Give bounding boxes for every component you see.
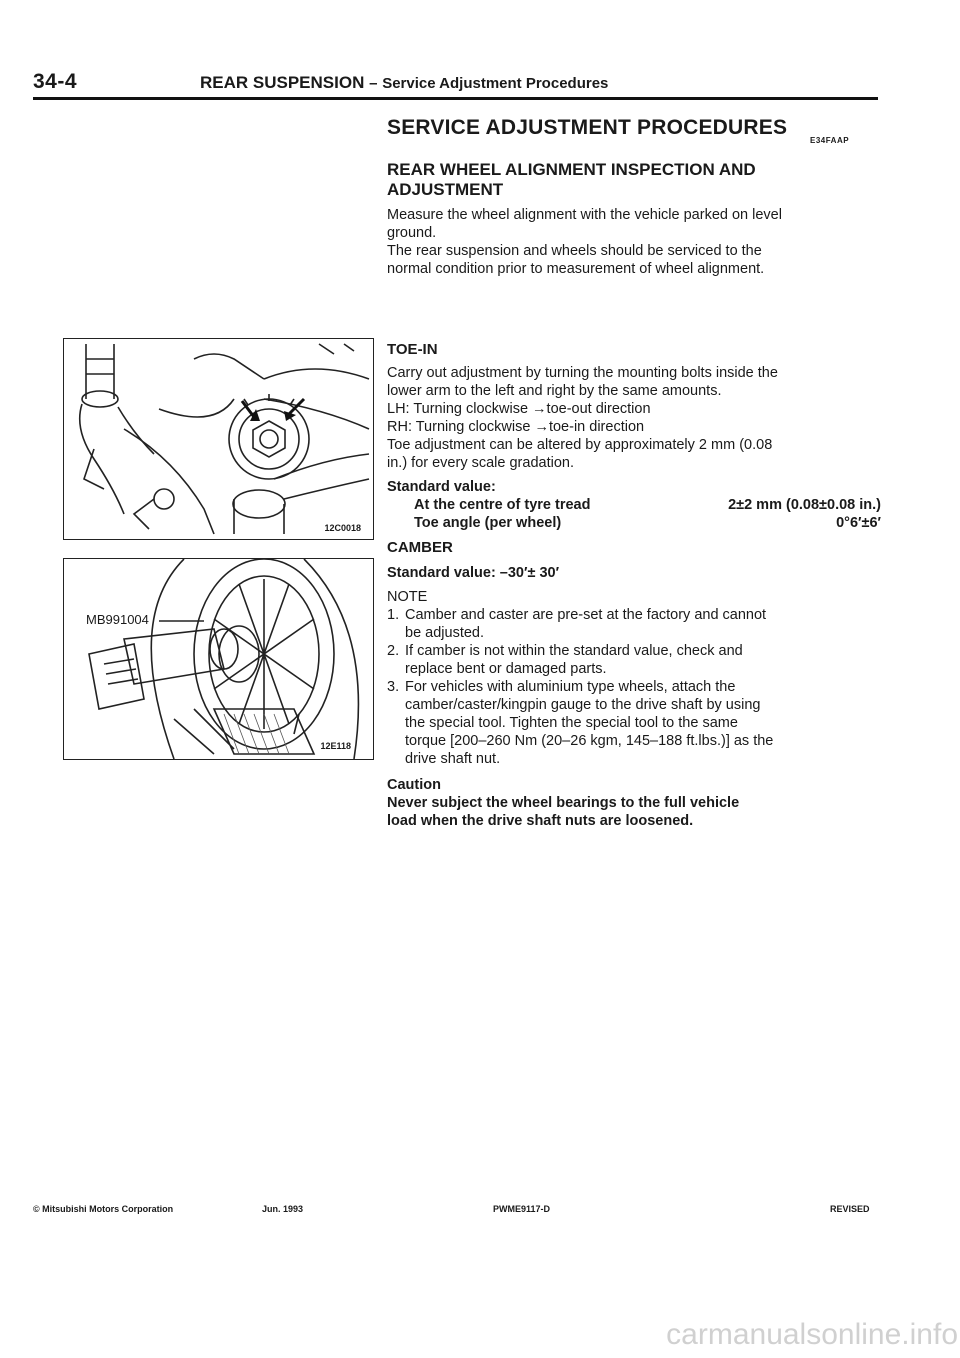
toe-row-label: Toe angle (per wheel): [414, 515, 562, 531]
text-line: LH: Turning clockwise →toe-out direction: [387, 401, 651, 417]
alignment-heading-line2: ADJUSTMENT: [387, 180, 504, 199]
text-line: RH: Turning clockwise →toe-in direction: [387, 419, 645, 435]
note-item: [387, 642, 881, 678]
alignment-heading-text: REAR WHEEL ALIGNMENT INSPECTION AND: [387, 160, 756, 179]
toe-row-tread: [387, 496, 881, 514]
caution-text: [387, 794, 881, 830]
alignment-section: [387, 160, 881, 278]
text-line: Never subject the wheel bearings to the full vehicle: [387, 795, 740, 811]
text-line: camber/caster/kingpin gauge to the drive shaft by using: [405, 697, 761, 713]
alignment-heading: [387, 160, 881, 200]
section-code: E34FAAP: [810, 136, 850, 145]
toe-row-angle: [387, 514, 881, 532]
text-line: the special tool. Tighten the special tool to the same: [405, 715, 738, 731]
text-line: The rear suspension and wheels should be serviced to the: [387, 243, 762, 259]
note-number: 2.: [387, 643, 400, 659]
text-line: Camber and caster are pre-set at the factory and cannot: [405, 607, 767, 623]
note-text: [405, 642, 743, 678]
toe-in-heading: TOE-IN: [387, 341, 438, 358]
text-line: Carry out adjustment by turning the mounting bolts inside the: [387, 365, 778, 381]
figure-toe-adjust: [63, 338, 374, 540]
toe-std-label: Standard value:: [387, 479, 496, 495]
header-subtitle: Service Adjustment Procedures: [382, 75, 609, 92]
watermark-text: carmanualsonline.info: [666, 1318, 958, 1351]
note-label: NOTE: [387, 589, 428, 605]
camber-std-value: Standard value: –30′± 30′: [387, 565, 560, 581]
toe-row-value: 2±2 mm (0.08±0.08 in.): [728, 497, 881, 513]
text-line: Toe adjustment can be altered by approximately 2 mm (0.08: [387, 437, 773, 453]
header-separator: –: [369, 75, 378, 92]
text-line: in.) for every scale gradation.: [387, 455, 574, 471]
text-line: be adjusted.: [405, 625, 485, 641]
toe-adjust-illustration: [64, 339, 373, 539]
special-tool-illustration: [64, 559, 373, 759]
watermark: [0, 1318, 960, 1352]
figure-special-tool: [63, 558, 374, 760]
note-number: 3.: [387, 679, 400, 695]
text-line: replace bent or damaged parts.: [405, 661, 607, 677]
alignment-paragraph: [387, 206, 881, 278]
figure-code: 12E118: [320, 741, 351, 751]
toe-row-label: At the centre of tyre tread: [414, 497, 591, 513]
text-line: Measure the wheel alignment with the vehicle parked on level: [387, 207, 782, 223]
toe-in-paragraph: [387, 364, 881, 472]
header-chapter: REAR SUSPENSION: [200, 73, 365, 92]
notes-list: [387, 606, 881, 768]
section-title: SERVICE ADJUSTMENT PROCEDURES: [387, 116, 788, 139]
footer-copyright: © Mitsubishi Motors Corporation: [33, 1204, 174, 1214]
text-line: drive shaft nut.: [405, 751, 501, 767]
note-number: 1.: [387, 607, 400, 623]
footer-date: Jun. 1993: [262, 1204, 304, 1214]
text-line: normal condition prior to measurement of wheel alignment.: [387, 261, 765, 277]
note-text: [405, 606, 766, 642]
page-header-title: [200, 73, 608, 93]
tool-callout: MB991004: [86, 612, 149, 627]
text-line: torque [200–260 Nm (20–26 kgm, 145–188 ft.lbs.)] as the: [405, 733, 774, 749]
camber-heading: CAMBER: [387, 539, 453, 556]
toe-in-section: [387, 340, 881, 532]
page-number: 34-4: [33, 70, 78, 93]
note-item: [387, 606, 881, 642]
note-text: [405, 678, 773, 768]
text-line: For vehicles with aluminium type wheels, attach the: [405, 679, 736, 695]
alignment-heading-line1: [387, 160, 881, 180]
toe-row-value: 0°6′±6′: [836, 515, 881, 531]
footer-status: REVISED: [830, 1204, 870, 1214]
text-line: ground.: [387, 225, 437, 241]
footer-doc-code: PWME9117-D: [493, 1204, 551, 1214]
camber-section: [387, 538, 881, 830]
note-item: [387, 678, 881, 768]
header-rule: [33, 97, 878, 100]
text-line: load when the drive shaft nuts are loosened.: [387, 813, 694, 829]
text-line: lower arm to the left and right by the same amounts.: [387, 383, 722, 399]
caution-label: Caution: [387, 777, 441, 793]
text-line: If camber is not within the standard value, check and: [405, 643, 743, 659]
figure-code: 12C0018: [324, 523, 361, 533]
